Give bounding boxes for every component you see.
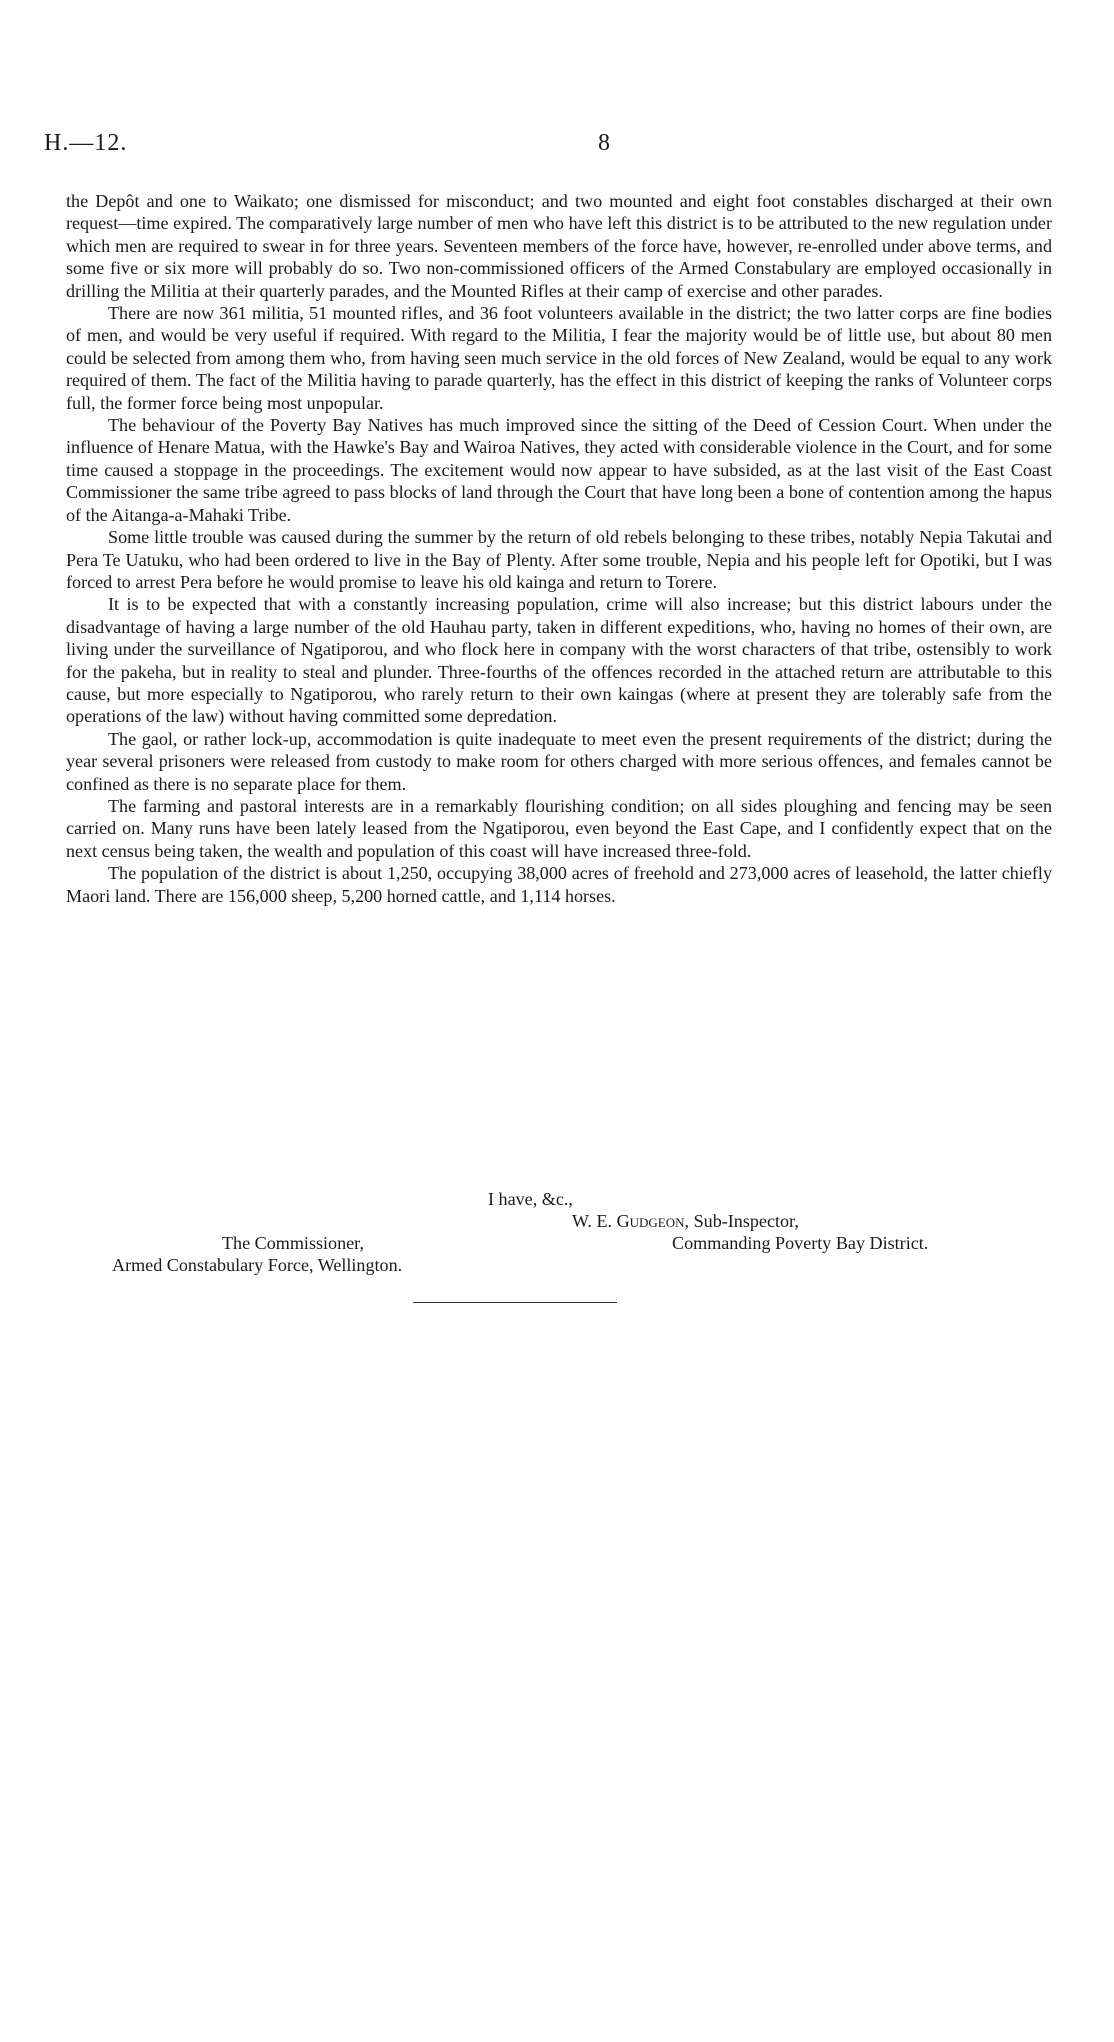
paragraph-rebels: Some little trouble was caused during the summer by the return of old rebels belonging to these tribes, notably Nepia Takutai and Pera Te Uatuku, who had been ordered to live in the Bay of Plenty. After some trouble, Nepia and his people left for Opotiki, but I was forced to arrest Pera before he would promise to leave his old kainga and return to Torere. xyxy=(66,527,1052,592)
paragraph-militia: There are now 361 militia, 51 mounted rifles, and 36 foot volunteers available in the district; the two latter corps are fine bodies of men, and would be very useful if required. With regard to the Militia, I fear the majority would be of little use, but about 80 men could be selected from among them who, from having seen much service in the old forces of New Zealand, would be equal to any work required of them. The fact of the Militia having to parade quarterly, has the effect in this district of keeping the ranks of Volunteer corps full, the former force being most unpopular. xyxy=(66,303,1052,413)
paragraph-farming: The farming and pastoral interests are in a remarkably flourishing condition; on all sides ploughing and fencing may be seen carried on. Many runs have been lately leased from the Ngatiporou, even beyond the East Cape, and I confidently expect that on the next census being taken, the wealth and population of this coast will have increased three-fold. xyxy=(66,795,1052,861)
paragraph-crime: It is to be expected that with a constantly increasing population, crime will also increase; but this district labours under the disadvantage of having a large number of the old Hauhau party, taken in different expeditions, who, having no homes of their own, are living under the surveillance of Ngatiporou, and who flock here in company with the worst characters of that tribe, ostensibly to work for the pakeha, but in reality to steal and plunder. Three-fourths of the offences recorded in the attached return are attributable to this cause, but more especially to Ngatiporou, who rarely return to their own kaingas (where at present they are tolerably safe from the operations of the law) without having committed some depredation. xyxy=(66,594,1052,727)
paragraph-population: The population of the district is about 1,250, occupying 38,000 acres of freehold and 273,000 acres of leasehold, the latter chiefly Maori land. There are 156,000 sheep, 5,200 horned cattle, and 1,114 horses. xyxy=(66,863,1052,906)
report-reference: H.—12. xyxy=(44,130,128,156)
signature-title: , Sub-Inspector, xyxy=(684,1211,799,1231)
signature xyxy=(572,1210,799,1232)
paragraph-continuation: the Depôt and one to Waikato; one dismissed for misconduct; and two mounted and eight foot constables discharged at their own request—time expired. The comparatively large number of men who have left this district is to be attributed to the new regulation under which men are required to swear in for three years. Seventeen members of the force have, however, re-enrolled under above terms, and some five or six more will probably do so. Two non-commissioned officers of the Armed Constabulary are employed occasionally in drilling the Militia at their quarterly parades, and the Mounted Rifles at their camp of exercise and other parades. xyxy=(66,191,1052,301)
addressee-title: The Commissioner, xyxy=(222,1233,365,1253)
addressee-org: Armed Constabulary Force, Wellington. xyxy=(112,1255,403,1275)
signature-initials: W. E. xyxy=(572,1211,613,1231)
paragraph-natives-behaviour: The behaviour of the Poverty Bay Natives has much improved since the sitting of the Deed of Cession Court. When under the influence of Henare Matua, with the Hawke's Bay and Wairoa Natives, they acted with considerable violence in the Court, and for some time caused a stoppage in the proceedings. The excitement would now appear to have subsided, as at the last visit of the East Coast Commissioner the same tribe agreed to pass blocks of land through the Court that have long been a bone of contention among the hapus of the Aitanga-a-Mahaki Tribe. xyxy=(66,415,1052,525)
page-header xyxy=(44,130,1054,160)
paragraph-gaol: The gaol, or rather lock-up, accommodation is quite inadequate to meet even the present requirements of the district; during the year several prisoners were released from custody to make room for others charged with more serious offences, and females cannot be confined as there is no separate place for them. xyxy=(66,728,1052,794)
closing-line: I have, &c., xyxy=(488,1189,573,1209)
command-line: Commanding Poverty Bay District. xyxy=(672,1233,929,1253)
signature-name: Gudgeon xyxy=(616,1211,685,1231)
report-body xyxy=(66,190,1052,907)
page-number: 8 xyxy=(598,130,610,156)
section-divider xyxy=(413,1302,617,1303)
